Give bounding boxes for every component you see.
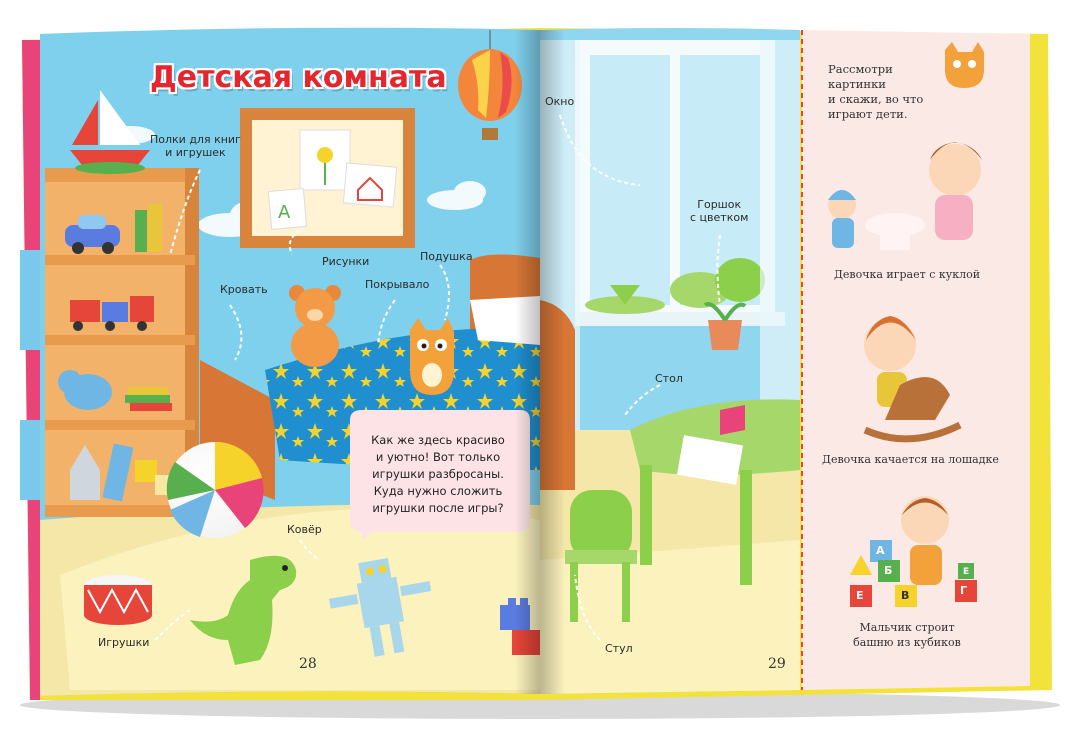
page-title: Детская комната <box>150 60 447 95</box>
label-shelves-line2: и игрушек <box>165 146 226 159</box>
side-task-text <box>828 62 923 122</box>
block-letter-e2: Е <box>963 567 970 577</box>
bubble-line-1: Как же здесь красиво <box>371 433 505 447</box>
label-shelves-line1: Полки для книг <box>150 133 241 146</box>
label-rug: Ковёр <box>287 523 322 536</box>
label-blanket: Покрывало <box>365 278 430 291</box>
label-pillow: Подушка <box>420 250 473 263</box>
toy-drum <box>84 575 152 625</box>
label-flower-pot <box>690 198 748 224</box>
label-pot-line1: Горшок <box>697 198 742 211</box>
bubble-line-4: Куда нужно сложить <box>373 484 503 498</box>
caption-horse: Девочка качается на лошадке <box>822 453 999 466</box>
caption-doll: Девочка играет с куклой <box>833 268 981 281</box>
picture-frame <box>240 108 415 248</box>
speech-bubble-text <box>354 432 522 517</box>
block-letter-v: В <box>901 589 910 602</box>
task-line-3: и скажи, во что <box>828 92 924 106</box>
label-shelves <box>150 133 241 159</box>
block-letter-e1: Е <box>856 589 864 602</box>
caption-boy-line1: Мальчик строит <box>859 621 955 634</box>
task-line-4: играют дети. <box>828 107 908 121</box>
page-number-left: 28 <box>299 656 317 672</box>
task-line-2: картинки <box>828 77 886 91</box>
label-window: Окно <box>545 95 575 108</box>
page-number-right: 29 <box>768 656 786 672</box>
label-toys: Игрушки <box>98 636 150 649</box>
block-letter-a: А <box>876 544 885 557</box>
label-drawings: Рисунки <box>322 255 370 268</box>
label-bed: Кровать <box>220 283 268 296</box>
bubble-line-3: игрушки разбросаны. <box>372 467 504 481</box>
block-letter-b: Б <box>884 564 893 577</box>
label-pot-line2: с цветком <box>690 211 749 224</box>
bubble-line-2: и уютно! Вот только <box>375 450 501 464</box>
label-chair: Стул <box>605 642 633 655</box>
task-line-1: Рассмотри <box>828 62 893 76</box>
svg-text:A: A <box>278 202 291 223</box>
label-table: Стол <box>655 372 683 385</box>
caption-boy <box>822 620 992 650</box>
caption-boy-line2: башню из кубиков <box>853 636 961 649</box>
bubble-line-5: игрушки после игры? <box>372 501 504 515</box>
block-letter-g: Г <box>960 584 968 597</box>
beach-ball <box>167 442 264 538</box>
